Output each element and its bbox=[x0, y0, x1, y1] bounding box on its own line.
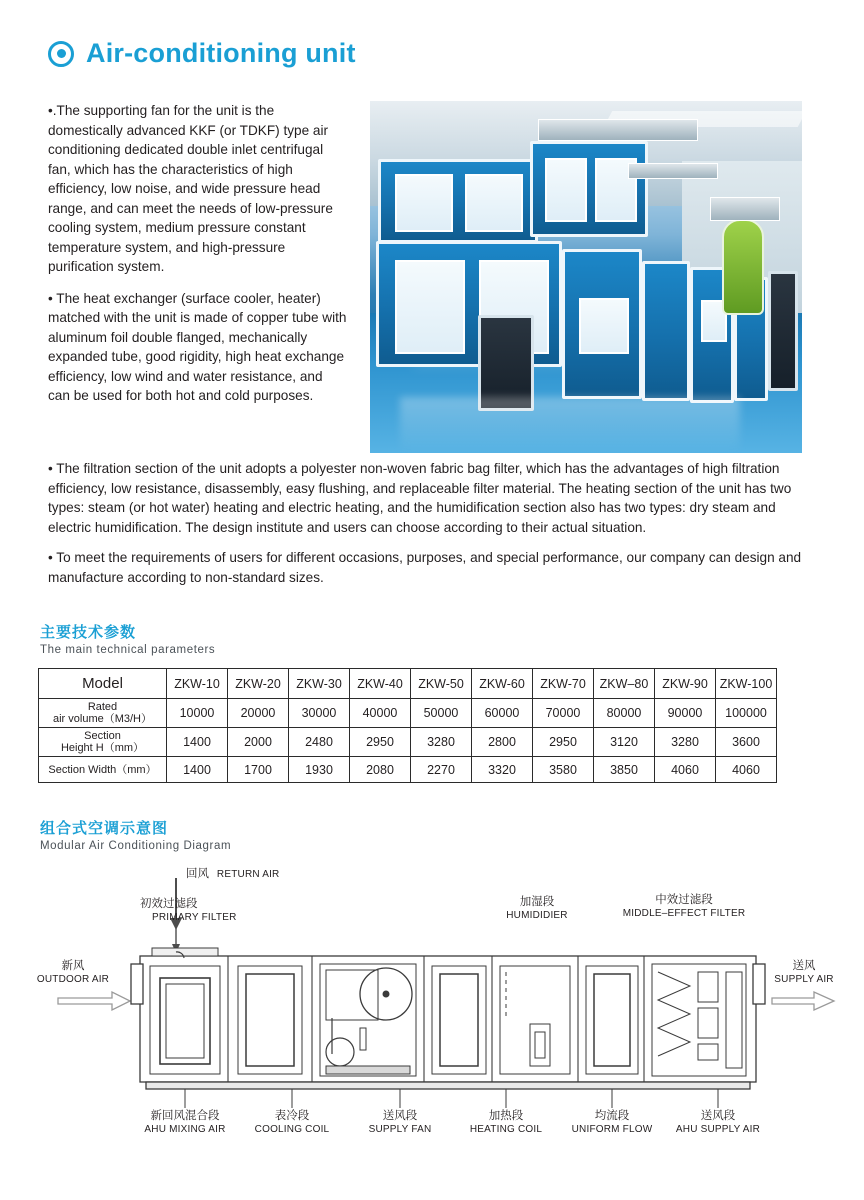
model-cell: ZKW-100 bbox=[716, 669, 777, 699]
specs-heading bbox=[40, 621, 864, 656]
model-cell: ZKW-50 bbox=[411, 669, 472, 699]
section-width-cell: 3320 bbox=[472, 757, 533, 783]
section-height-cell: 3280 bbox=[411, 728, 472, 757]
section-width-cell: 4060 bbox=[716, 757, 777, 783]
section-width-cell: 4060 bbox=[655, 757, 716, 783]
section-height-cell: 2950 bbox=[533, 728, 594, 757]
section-height-cell: 2800 bbox=[472, 728, 533, 757]
label-humidifier: 加湿段 HUMIDIDIER bbox=[506, 896, 568, 921]
table-row bbox=[39, 699, 777, 728]
specs-heading-en: The main technical parameters bbox=[40, 644, 216, 656]
table-row bbox=[39, 669, 777, 699]
model-cell: ZKW-70 bbox=[533, 669, 594, 699]
model-cell: ZKW-30 bbox=[289, 669, 350, 699]
row-header-rated-air-volume: Rated air volume（M3/H） bbox=[39, 699, 167, 728]
row-header-model: Model bbox=[39, 669, 167, 699]
diagram-heading-cn: 组合式空调示意图 bbox=[40, 820, 169, 837]
rated-air-volume-cell: 20000 bbox=[228, 699, 289, 728]
specs-heading-cn: 主要技术参数 bbox=[40, 624, 137, 641]
model-cell: ZKW-10 bbox=[167, 669, 228, 699]
label-uniform-flow: 均流段 UNIFORM FLOW bbox=[571, 1110, 653, 1135]
specs-table-wrap bbox=[38, 668, 864, 783]
label-ahu-mixing-air: 新回风混合段 AHU MIXING AIR bbox=[144, 1110, 226, 1135]
table-row bbox=[39, 728, 777, 757]
rated-air-volume-cell: 100000 bbox=[716, 699, 777, 728]
paragraph-3: • The filtration section of the unit adopts a polyester non-woven fabric bag filter, which has the advantages of high filtration efficiency, low resistance, disassembly, easy flushing, and replaceable filter material. The heating section of the unit has two types: steam (or hot water) heating and electric heating, and the humidification section also has two types: dry steam and electric humidification. The design institute and users can choose according to their actual situation. bbox=[48, 461, 792, 535]
label-ahu-supply-air: 送风段 AHU SUPPLY AIR bbox=[675, 1110, 761, 1135]
section-height-cell: 2480 bbox=[289, 728, 350, 757]
intro-text-column bbox=[48, 101, 348, 417]
rated-air-volume-cell: 30000 bbox=[289, 699, 350, 728]
rated-air-volume-cell: 90000 bbox=[655, 699, 716, 728]
rated-air-volume-cell: 50000 bbox=[411, 699, 472, 728]
section-height-cell: 2950 bbox=[350, 728, 411, 757]
rated-air-volume-cell: 40000 bbox=[350, 699, 411, 728]
row-header-section-height: Section Height H（mm） bbox=[39, 728, 167, 757]
section-width-cell: 3580 bbox=[533, 757, 594, 783]
label-heating-coil: 加热段 HEATING COIL bbox=[469, 1110, 543, 1135]
rated-air-volume-cell: 10000 bbox=[167, 699, 228, 728]
section-height-cell: 3120 bbox=[594, 728, 655, 757]
label-middle-effect-filter: 中效过滤段 MIDDLE–EFFECT FILTER bbox=[622, 894, 746, 919]
label-return-air: 回风 RETURN AIR bbox=[186, 868, 280, 880]
rated-air-volume-cell: 80000 bbox=[594, 699, 655, 728]
supply-air-arrow bbox=[772, 992, 834, 1010]
ahu-schematic-diagram bbox=[0, 868, 864, 1168]
outdoor-air-arrow bbox=[58, 992, 130, 1010]
rated-air-volume-cell: 60000 bbox=[472, 699, 533, 728]
model-cell: ZKW-90 bbox=[655, 669, 716, 699]
section-height-cell: 1400 bbox=[167, 728, 228, 757]
model-cell: ZKW-40 bbox=[350, 669, 411, 699]
label-primary-filter: 初效过滤段 PRIMARY FILTER bbox=[140, 898, 237, 923]
page-title bbox=[0, 0, 864, 69]
section-width-cell: 3850 bbox=[594, 757, 655, 783]
intro-section bbox=[48, 101, 816, 587]
section-height-cell: 2000 bbox=[228, 728, 289, 757]
section-width-cell: 1700 bbox=[228, 757, 289, 783]
target-dot-icon bbox=[48, 41, 74, 67]
section-width-cell: 1400 bbox=[167, 757, 228, 783]
label-supply-fan: 送风段 SUPPLY FAN bbox=[368, 1110, 432, 1135]
page-title-text: Air-conditioning unit bbox=[86, 38, 356, 68]
paragraph-4: • To meet the requirements of users for different occasions, purposes, and special performance, our company can design and manufacture according to non-standard sizes. bbox=[48, 550, 802, 585]
section-width-cell: 2080 bbox=[350, 757, 411, 783]
paragraph-1: •.The supporting fan for the unit is the domestically advanced KKF (or TDKF) type air conditioning dedicated double inlet centrifugal fan, which has the characteristics of high efficiency, low noise, and wide pressure head range, and can meet the needs of low-pressure cooling system, medium pressure constant temperature system, and high-pressure purification system. bbox=[48, 103, 333, 274]
section-width-cell: 2270 bbox=[411, 757, 472, 783]
bottom-leader-lines bbox=[185, 1089, 718, 1108]
model-cell: ZKW-60 bbox=[472, 669, 533, 699]
row-header-section-width: Section Width（mm） bbox=[39, 757, 167, 783]
table-row bbox=[39, 757, 777, 783]
label-supply-air: 送风 SUPPLY AIR bbox=[774, 960, 834, 985]
diagram-heading-en: Modular Air Conditioning Diagram bbox=[40, 840, 232, 852]
specs-table bbox=[38, 668, 777, 783]
rated-air-volume-cell: 70000 bbox=[533, 699, 594, 728]
paragraph-2: • The heat exchanger (surface cooler, heater) matched with the unit is made of copper tube with aluminum foil double flanged, mechanically expanded tube, good rigidity, high heat exchange efficiency, low wind and water resistance, and can be used for both hot and cold purposes. bbox=[48, 290, 347, 403]
section-width-cell: 1930 bbox=[289, 757, 350, 783]
section-height-cell: 3600 bbox=[716, 728, 777, 757]
label-outdoor-air: 新风 OUTDOOR AIR bbox=[36, 960, 110, 985]
model-cell: ZKW–80 bbox=[594, 669, 655, 699]
model-cell: ZKW-20 bbox=[228, 669, 289, 699]
diagram-heading bbox=[40, 817, 864, 852]
section-height-cell: 3280 bbox=[655, 728, 716, 757]
label-cooling-coil: 表冷段 COOLING COIL bbox=[254, 1110, 330, 1135]
ahu-room-photo bbox=[370, 101, 802, 453]
